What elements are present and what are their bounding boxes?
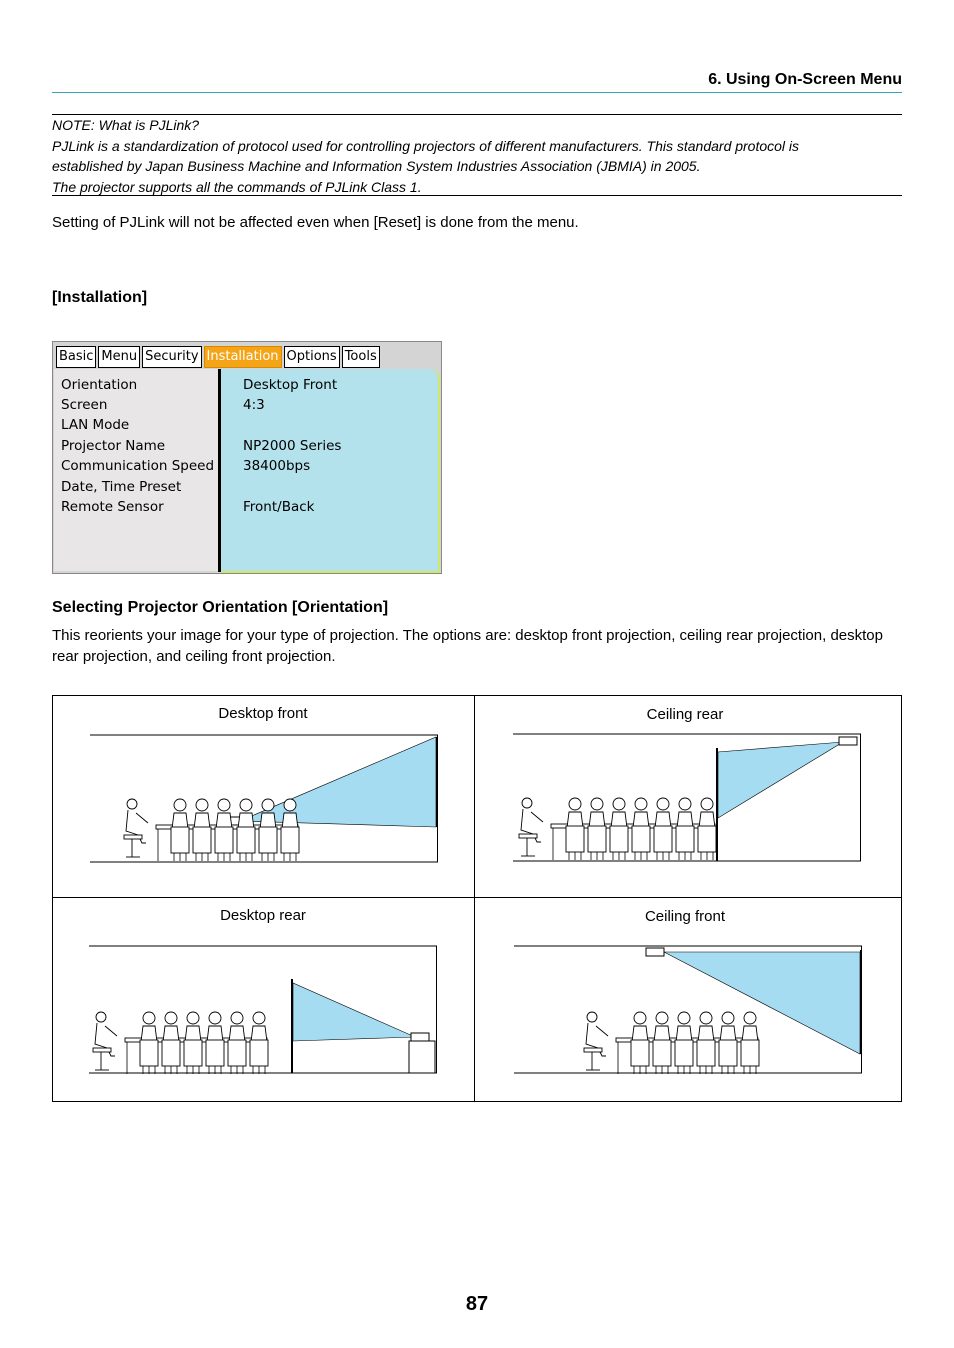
tab-security[interactable]: Security xyxy=(142,346,201,368)
audience-person xyxy=(140,1012,158,1074)
installation-heading: [Installation] xyxy=(52,289,148,306)
audience-person xyxy=(632,798,650,860)
value-remote-sensor[interactable]: Front/Back xyxy=(243,499,315,515)
tab-tools[interactable]: Tools xyxy=(342,346,380,368)
label-screen[interactable]: Screen xyxy=(61,397,108,413)
label-lan-mode[interactable]: LAN Mode xyxy=(61,417,130,433)
audience-person xyxy=(610,798,628,860)
audience-group xyxy=(584,1012,759,1074)
pjlink-note xyxy=(52,115,902,197)
orientation-figure xyxy=(52,695,902,1102)
scene-ceiling-rear xyxy=(513,732,865,864)
audience-person xyxy=(519,798,543,856)
value-orientation[interactable]: Desktop Front xyxy=(243,377,338,393)
audience-person xyxy=(184,1012,202,1074)
audience-person xyxy=(698,798,716,860)
note-bottom-rule xyxy=(52,195,902,196)
note-line: The projector supports all the commands of PJLink Class 1. xyxy=(52,178,422,195)
audience-group xyxy=(124,799,299,861)
audience-person xyxy=(237,799,255,861)
header-rule xyxy=(52,92,902,93)
scene-desktop-front xyxy=(90,733,440,865)
value-screen[interactable]: 4:3 xyxy=(243,397,265,413)
orientation-heading: Selecting Projector Orientation [Orientation] xyxy=(52,599,389,616)
label-orientation[interactable]: Orientation xyxy=(61,377,138,393)
scene-ceiling-front xyxy=(514,944,864,1076)
audience-person xyxy=(162,1012,180,1074)
audience-person xyxy=(631,1012,649,1074)
audience-person xyxy=(653,1012,671,1074)
audience-person xyxy=(676,798,694,860)
chapter-title: 6. Using On-Screen Menu xyxy=(708,71,902,88)
menu-value-panel xyxy=(221,369,440,573)
label-date-time-preset[interactable]: Date, Time Preset xyxy=(61,479,182,495)
menu-tab-bar xyxy=(56,346,382,368)
menu-label-panel xyxy=(54,369,219,571)
note-line: established by Japan Business Machine and Information System Industries Association (JBMIA) in 2005. xyxy=(52,158,701,174)
caption-desktop-front: Desktop front xyxy=(218,705,308,722)
projector-icon xyxy=(839,737,857,745)
installation-menu-screenshot xyxy=(52,341,442,574)
audience-group xyxy=(93,1012,268,1074)
audience-person xyxy=(228,1012,246,1074)
audience-person xyxy=(675,1012,693,1074)
note-line: NOTE: What is PJLink? xyxy=(52,117,200,133)
figure-horizontal-divider xyxy=(53,897,901,898)
audience-person xyxy=(124,799,148,857)
tab-menu[interactable]: Menu xyxy=(98,346,140,368)
projector-stand xyxy=(409,1041,435,1073)
audience-group xyxy=(519,798,716,860)
audience-person xyxy=(654,798,672,860)
caption-ceiling-rear: Ceiling rear xyxy=(646,706,724,723)
label-communication-speed[interactable]: Communication Speed xyxy=(61,458,215,474)
audience-person xyxy=(566,798,584,860)
caption-ceiling-front: Ceiling front xyxy=(644,908,726,925)
figure-vertical-divider xyxy=(474,696,475,1101)
audience-person xyxy=(719,1012,737,1074)
note-line: PJLink is a standardization of protocol used for controlling projectors of different manufacturers. This standard protocol is xyxy=(52,137,800,154)
audience-person xyxy=(171,799,189,861)
audience-person xyxy=(206,1012,224,1074)
tab-basic[interactable]: Basic xyxy=(56,346,96,368)
scene-desktop-rear xyxy=(89,945,441,1077)
reset-note: Setting of PJLink will not be affected even when [Reset] is done from the menu. xyxy=(52,214,579,231)
value-communication-speed[interactable]: 38400bps xyxy=(243,458,311,474)
projection-beam xyxy=(293,983,415,1041)
orientation-description: This reorients your image for your type of projection. The options are: desktop front projection, ceiling rear projection, desktop rear projection, and ceiling front projection. xyxy=(52,627,883,665)
tab-installation[interactable]: Installation xyxy=(204,346,282,368)
projection-beam xyxy=(718,742,843,818)
audience-person xyxy=(250,1012,268,1074)
label-remote-sensor[interactable]: Remote Sensor xyxy=(61,499,164,515)
page-number: 87 xyxy=(465,1293,489,1315)
value-projector-name[interactable]: NP2000 Series xyxy=(243,438,342,454)
audience-person xyxy=(588,798,606,860)
audience-person xyxy=(193,799,211,861)
caption-desktop-rear: Desktop rear xyxy=(220,907,306,924)
audience-person xyxy=(93,1012,117,1070)
audience-person xyxy=(584,1012,608,1070)
projector-icon xyxy=(646,948,664,956)
tab-options[interactable]: Options xyxy=(284,346,340,368)
projector-icon xyxy=(411,1033,429,1041)
audience-person xyxy=(697,1012,715,1074)
audience-person xyxy=(215,799,233,861)
label-projector-name[interactable]: Projector Name xyxy=(61,438,166,454)
audience-person xyxy=(741,1012,759,1074)
